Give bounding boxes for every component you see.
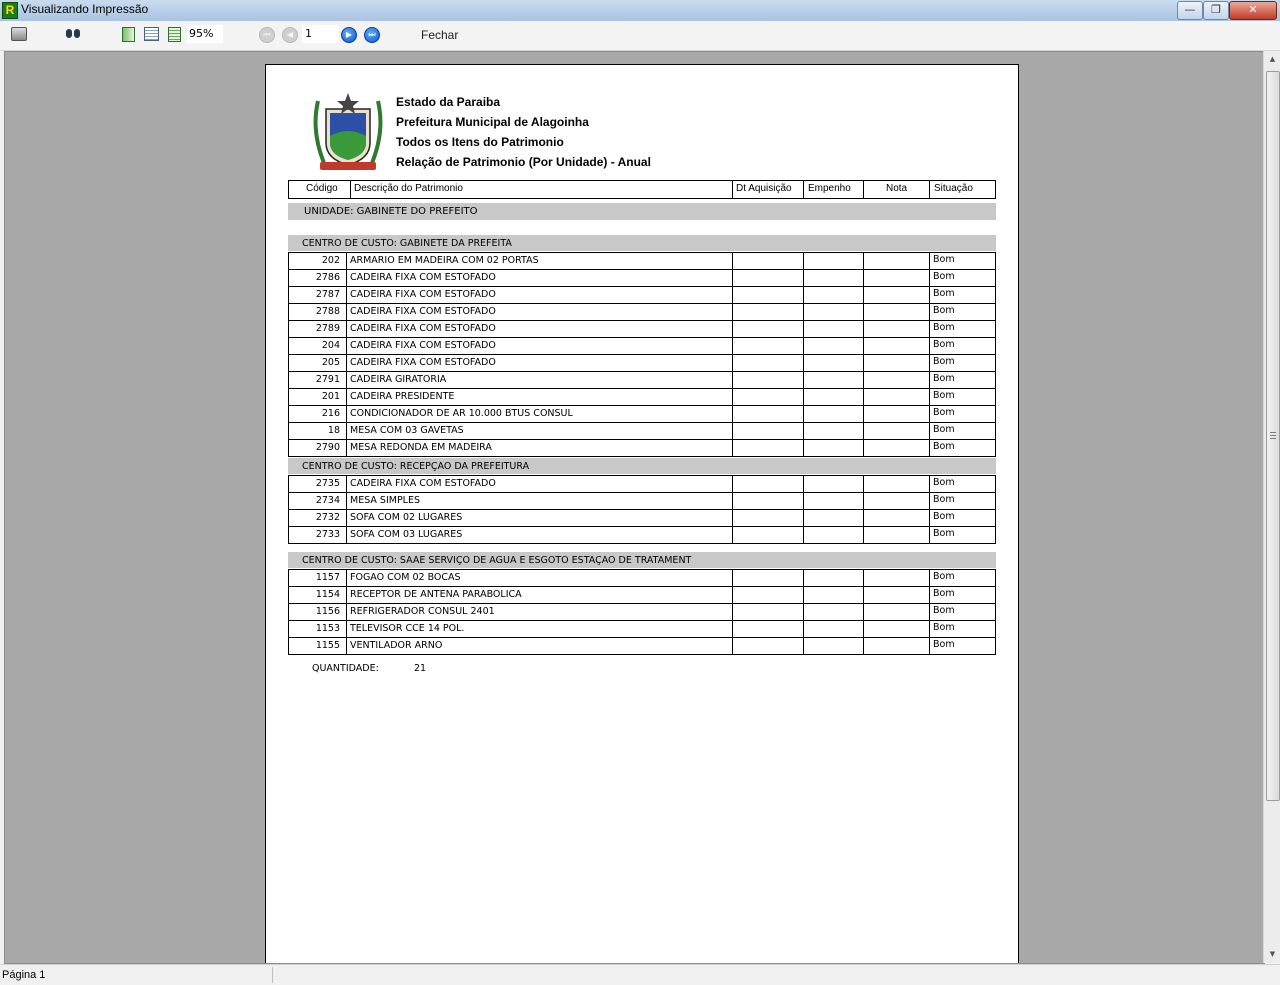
table-row xyxy=(289,287,995,304)
item-description: ARMARIO EM MADEIRA COM 02 PORTAS xyxy=(350,255,539,266)
item-code: 2788 xyxy=(315,306,340,317)
item-situation: Bom xyxy=(933,528,955,539)
item-situation: Bom xyxy=(933,477,955,488)
table-row xyxy=(289,493,995,510)
item-description: CADEIRA GIRATORIA xyxy=(350,374,447,385)
column-nota: Nota xyxy=(886,183,908,194)
item-situation: Bom xyxy=(933,271,955,282)
window-title: Visualizando Impressão xyxy=(21,2,149,16)
item-situation: Bom xyxy=(933,622,955,633)
items-table xyxy=(288,569,996,655)
zoom-level-input[interactable]: 95% xyxy=(187,25,223,43)
item-code: 2787 xyxy=(315,289,340,300)
report-page xyxy=(265,64,1019,964)
item-code: 205 xyxy=(321,357,340,368)
quantity-label: QUANTIDADE: xyxy=(312,663,379,674)
item-description: VENTILADOR ARNO xyxy=(350,640,443,651)
unit-band xyxy=(288,203,996,220)
report-header-line: Estado da Paraiba xyxy=(396,95,501,109)
table-row xyxy=(289,338,995,355)
item-code: 2734 xyxy=(315,495,340,506)
column-situacao: Situação xyxy=(934,183,973,194)
items-table xyxy=(288,475,996,544)
item-situation: Bom xyxy=(933,639,955,650)
item-description: RECEPTOR DE ANTENA PARABOLICA xyxy=(350,589,522,600)
table-row xyxy=(289,638,995,654)
maximize-button[interactable]: ❐ xyxy=(1203,1,1229,20)
item-description: CADEIRA FIXA COM ESTOFADO xyxy=(350,340,496,351)
item-description: CADEIRA FIXA COM ESTOFADO xyxy=(350,478,496,489)
table-row xyxy=(289,321,995,338)
app-icon: R xyxy=(2,2,18,19)
table-row xyxy=(289,406,995,423)
table-row xyxy=(289,604,995,621)
table-row xyxy=(289,570,995,587)
scroll-thumb[interactable] xyxy=(1266,71,1280,801)
item-situation: Bom xyxy=(933,390,955,401)
print-preview-area[interactable] xyxy=(4,51,1265,964)
cost-center-title: CENTRO DE CUSTO: SAAE SERVIÇO DE AGUA E ESGOTO ESTAÇAO DE TRATAMENT xyxy=(302,555,692,566)
item-situation: Bom xyxy=(933,356,955,367)
item-description: MESA SIMPLES xyxy=(350,495,421,506)
item-situation: Bom xyxy=(933,322,955,333)
item-description: CADEIRA FIXA COM ESTOFADO xyxy=(350,306,496,317)
item-code: 1153 xyxy=(315,623,340,634)
item-situation: Bom xyxy=(933,494,955,505)
cost-center-title: CENTRO DE CUSTO: RECEPÇAO DA PREFEITURA xyxy=(302,461,530,472)
item-code: 1154 xyxy=(315,589,340,600)
page-width-icon[interactable] xyxy=(122,27,135,42)
table-row xyxy=(289,270,995,287)
scroll-up-icon[interactable]: ▲ xyxy=(1269,55,1276,63)
zoom-page-icon[interactable] xyxy=(168,27,181,42)
item-code: 2790 xyxy=(315,442,340,453)
item-code: 1156 xyxy=(315,606,340,617)
table-row xyxy=(289,423,995,440)
item-description: SOFA COM 03 LUGARES xyxy=(350,529,463,540)
item-description: CADEIRA PRESIDENTE xyxy=(350,391,455,402)
cost-center-band xyxy=(288,235,996,251)
item-situation: Bom xyxy=(933,407,955,418)
report-header-line: Relação de Patrimonio (Por Unidade) - Anual xyxy=(396,155,651,169)
close-window-button[interactable]: ✕ xyxy=(1229,1,1277,20)
column-empenho: Empenho xyxy=(808,183,851,194)
find-icon[interactable] xyxy=(66,27,82,39)
item-situation: Bom xyxy=(933,441,955,452)
item-description: REFRIGERADOR CONSUL 2401 xyxy=(350,606,495,617)
next-page-button[interactable]: ▶ xyxy=(341,27,357,43)
item-description: CONDICIONADOR DE AR 10.000 BTUS CONSUL xyxy=(350,408,573,419)
item-code: 1157 xyxy=(315,572,340,583)
item-situation: Bom xyxy=(933,288,955,299)
item-code: 216 xyxy=(321,408,340,419)
cost-center-title: CENTRO DE CUSTO: GABINETE DA PREFEITA xyxy=(302,238,512,249)
close-preview-button[interactable]: Fechar xyxy=(421,28,459,42)
vertical-scrollbar[interactable] xyxy=(1263,51,1280,963)
table-row xyxy=(289,587,995,604)
table-row xyxy=(289,510,995,527)
item-description: CADEIRA FIXA COM ESTOFADO xyxy=(350,289,496,300)
item-code: 2791 xyxy=(315,374,340,385)
table-row xyxy=(289,476,995,493)
item-code: 2732 xyxy=(315,512,340,523)
cost-center-band xyxy=(288,458,996,474)
quantity-value: 21 xyxy=(414,663,427,674)
previous-page-button[interactable]: ◀ xyxy=(282,27,298,43)
items-table xyxy=(288,252,996,457)
print-icon[interactable] xyxy=(11,27,27,41)
page-status: Página 1 xyxy=(2,969,46,981)
page-number-input[interactable]: 1 xyxy=(302,25,339,43)
minimize-button[interactable]: — xyxy=(1177,1,1203,20)
item-description: CADEIRA FIXA COM ESTOFADO xyxy=(350,272,496,283)
column-descricao: Descrição do Patrimonio xyxy=(354,183,463,194)
item-description: SOFA COM 02 LUGARES xyxy=(350,512,463,523)
item-situation: Bom xyxy=(933,339,955,350)
item-description: MESA REDONDA EM MADEIRA xyxy=(350,442,492,453)
item-situation: Bom xyxy=(933,588,955,599)
scroll-down-icon[interactable]: ▼ xyxy=(1269,950,1276,958)
table-row xyxy=(289,440,995,456)
table-row xyxy=(289,621,995,638)
table-row xyxy=(289,253,995,270)
item-description: TELEVISOR CCE 14 POL. xyxy=(350,623,465,634)
column-codigo: Código xyxy=(306,183,338,194)
last-page-button[interactable]: ⏭ xyxy=(364,27,380,43)
table-row xyxy=(289,372,995,389)
item-description: CADEIRA FIXA COM ESTOFADO xyxy=(350,323,496,334)
report-header-line: Todos os Itens do Patrimonio xyxy=(396,135,564,149)
item-situation: Bom xyxy=(933,305,955,316)
item-code: 18 xyxy=(327,425,340,436)
table-row xyxy=(289,389,995,406)
item-code: 2733 xyxy=(315,529,340,540)
table-row xyxy=(289,355,995,372)
item-situation: Bom xyxy=(933,424,955,435)
title-bar xyxy=(0,0,1280,22)
item-situation: Bom xyxy=(933,605,955,616)
item-description: MESA COM 03 GAVETAS xyxy=(350,425,464,436)
item-code: 202 xyxy=(321,255,340,266)
item-description: FOGAO COM 02 BOCAS xyxy=(350,572,461,583)
cost-center-band xyxy=(288,552,996,568)
item-code: 2735 xyxy=(315,478,340,489)
whole-page-icon[interactable] xyxy=(144,27,159,41)
item-situation: Bom xyxy=(933,571,955,582)
column-header xyxy=(288,180,996,199)
item-situation: Bom xyxy=(933,511,955,522)
coat-of-arms-icon xyxy=(308,91,388,173)
item-code: 201 xyxy=(321,391,340,402)
item-situation: Bom xyxy=(933,254,955,265)
item-code: 2789 xyxy=(315,323,340,334)
first-page-button[interactable]: ⏮ xyxy=(259,27,275,43)
table-row xyxy=(289,527,995,543)
toolbar xyxy=(0,21,1280,51)
column-aquisicao: Dt Aquisição xyxy=(736,183,792,194)
item-description: CADEIRA FIXA COM ESTOFADO xyxy=(350,357,496,368)
item-code: 2786 xyxy=(315,272,340,283)
item-code: 1155 xyxy=(315,640,340,651)
item-situation: Bom xyxy=(933,373,955,384)
status-bar xyxy=(0,964,1280,985)
item-code: 204 xyxy=(321,340,340,351)
table-row xyxy=(289,304,995,321)
report-header-line: Prefeitura Municipal de Alagoinha xyxy=(396,115,589,129)
unit-label: UNIDADE: GABINETE DO PREFEITO xyxy=(304,206,478,217)
